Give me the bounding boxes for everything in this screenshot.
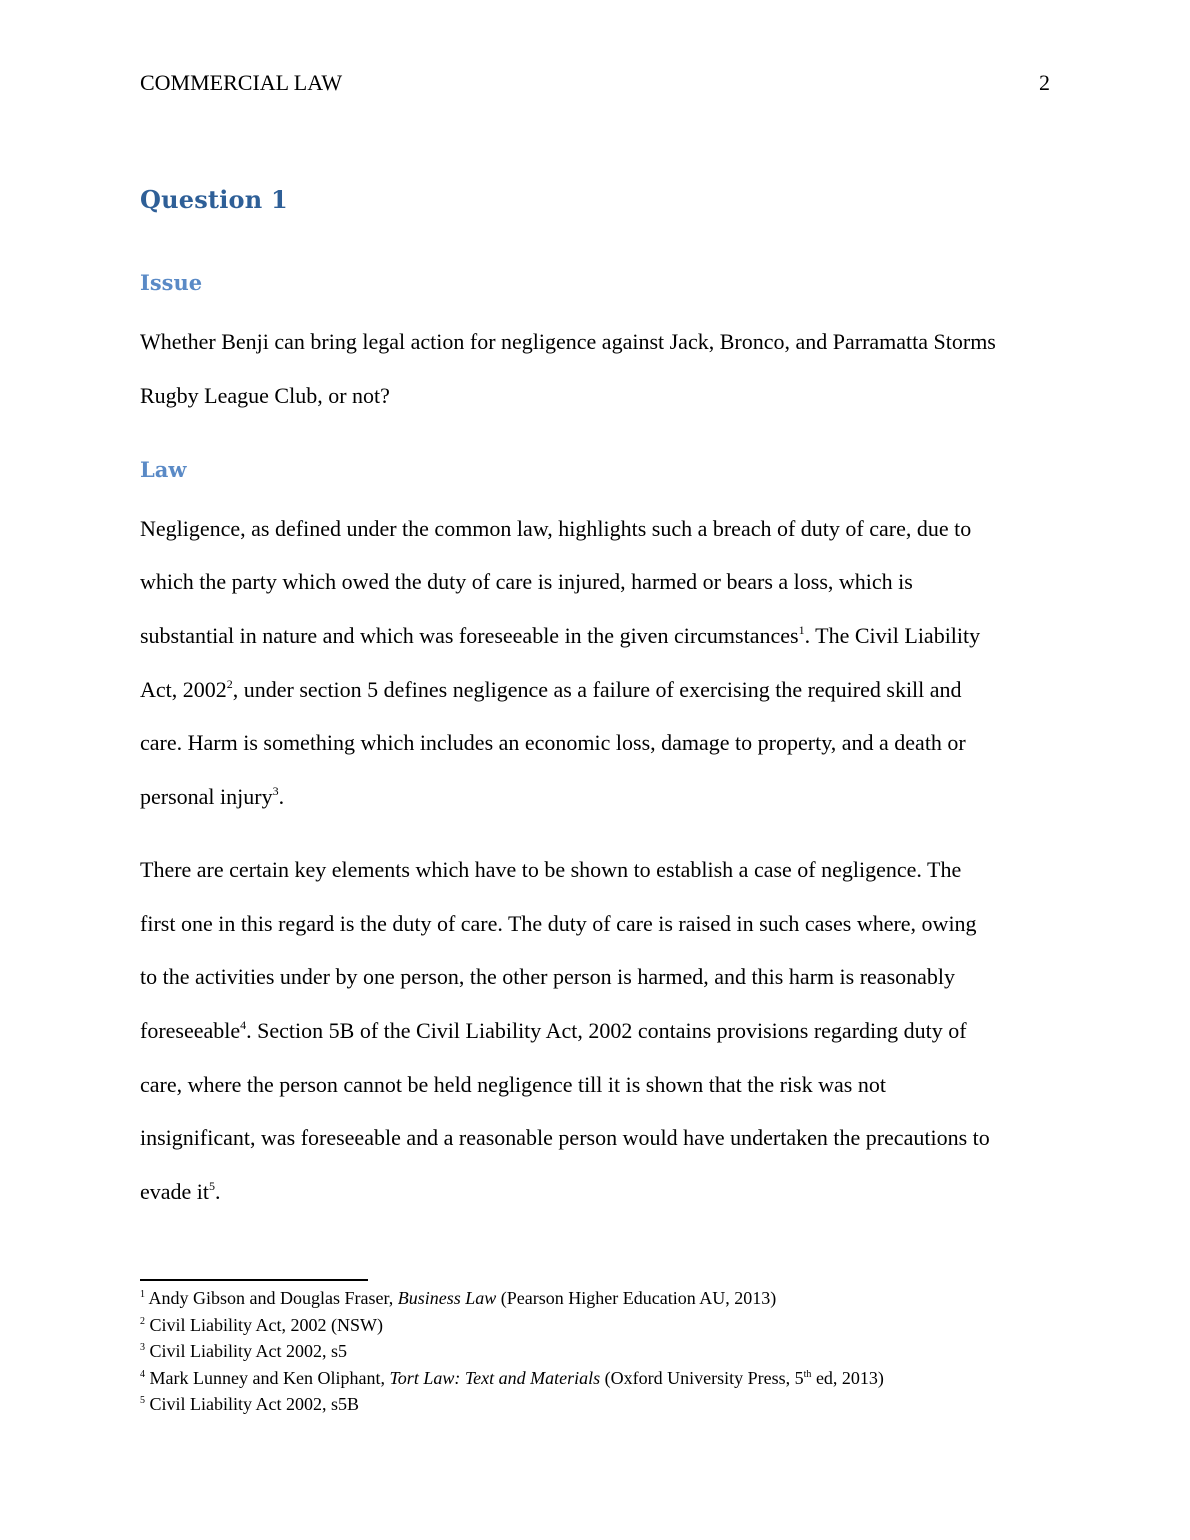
footnote-number: 5 (140, 1395, 145, 1406)
text-run: Act, 2002 (140, 677, 227, 702)
footnote-title: Tort Law: Text and Materials (389, 1367, 601, 1388)
page-number: 2 (1039, 70, 1050, 95)
footnote-ref[interactable]: 3 (272, 784, 279, 798)
text-run: . (215, 1179, 221, 1204)
footnote-number: 1 (140, 1289, 145, 1300)
footnote-title: Business Law (397, 1288, 497, 1308)
footnote-text: ed, 2013) (811, 1367, 884, 1388)
footnote-4 (140, 1367, 1100, 1394)
text-line: insignificant, was foreseeable and a reasonable person would have undertaken the precautions to (140, 1125, 990, 1150)
text-line (140, 1177, 221, 1207)
text-line (140, 782, 284, 812)
footnote-number: 4 (140, 1368, 145, 1380)
footnote-text: Andy Gibson and Douglas Fraser, (145, 1288, 398, 1308)
text-run: . Section 5B of the Civil Liability Act, 2002 contains provisions regarding duty of (246, 1018, 967, 1043)
text-run: personal injury (140, 784, 273, 809)
footnote-3 (140, 1340, 1100, 1367)
text-run: , under section 5 defines negligence as a failure of exercising the required skill and (232, 677, 962, 702)
text-run: . The Civil Liability (804, 623, 981, 648)
text-line: care. Harm is something which includes an economic loss, damage to property, and a death or (140, 730, 966, 755)
footnote-ref[interactable]: 1 (798, 623, 805, 637)
question-heading: Question 1 (140, 185, 288, 214)
issue-heading: Issue (140, 270, 203, 295)
running-head: COMMERCIAL LAW (140, 70, 343, 95)
text-line: Whether Benji can bring legal action for negligence against Jack, Bronco, and Parramatta Storms (140, 329, 996, 354)
text-line: which the party which owed the duty of care is injured, harmed or bears a loss, which is (140, 569, 913, 594)
text-run: . (278, 784, 285, 809)
text-line: care, where the person cannot be held negligence till it is shown that the risk was not (140, 1072, 886, 1097)
text-run: evade it (140, 1179, 210, 1204)
text-line: Rugby League Club, or not? (140, 383, 390, 408)
text-line (140, 1016, 967, 1046)
text-line (140, 675, 962, 705)
footnote-text: Civil Liability Act 2002, s5B (145, 1394, 360, 1414)
footnote-number: 2 (140, 1315, 145, 1327)
footnote-ref[interactable]: 5 (209, 1179, 216, 1193)
law-heading: Law (140, 457, 187, 482)
footnote-text: Civil Liability Act 2002, s5 (145, 1341, 347, 1361)
text-line: to the activities under by one person, the other person is harmed, and this harm is reasonably (140, 964, 956, 989)
footnote-separator (140, 1279, 368, 1281)
text-run: substantial in nature and which was foreseeable in the given circumstances (140, 623, 799, 648)
footnote-text: Civil Liability Act, 2002 (NSW) (145, 1314, 383, 1335)
text-line (140, 621, 980, 651)
edition-ordinal: th (803, 1368, 812, 1380)
footnote-ref[interactable]: 4 (240, 1018, 247, 1032)
footnotes (140, 1287, 1100, 1420)
footnote-ref[interactable]: 2 (226, 677, 233, 691)
text-line: There are certain key elements which have to be shown to establish a case of negligence. The (140, 857, 962, 882)
footnote-5 (140, 1393, 1100, 1420)
text-line: first one in this regard is the duty of care. The duty of care is raised in such cases where, owing (140, 911, 977, 936)
footnote-number: 3 (140, 1342, 145, 1353)
text-line: Negligence, as defined under the common law, highlights such a breach of duty of care, due to (140, 516, 972, 541)
footnote-text: (Oxford University Press, 5 (600, 1367, 804, 1388)
footnote-text: (Pearson Higher Education AU, 2013) (496, 1288, 777, 1308)
text-run: foreseeable (140, 1018, 241, 1043)
footnote-2 (140, 1314, 1100, 1341)
footnote-1 (140, 1287, 1100, 1314)
footnote-text: Mark Lunney and Ken Oliphant, (145, 1367, 390, 1388)
page-header (140, 70, 1050, 100)
